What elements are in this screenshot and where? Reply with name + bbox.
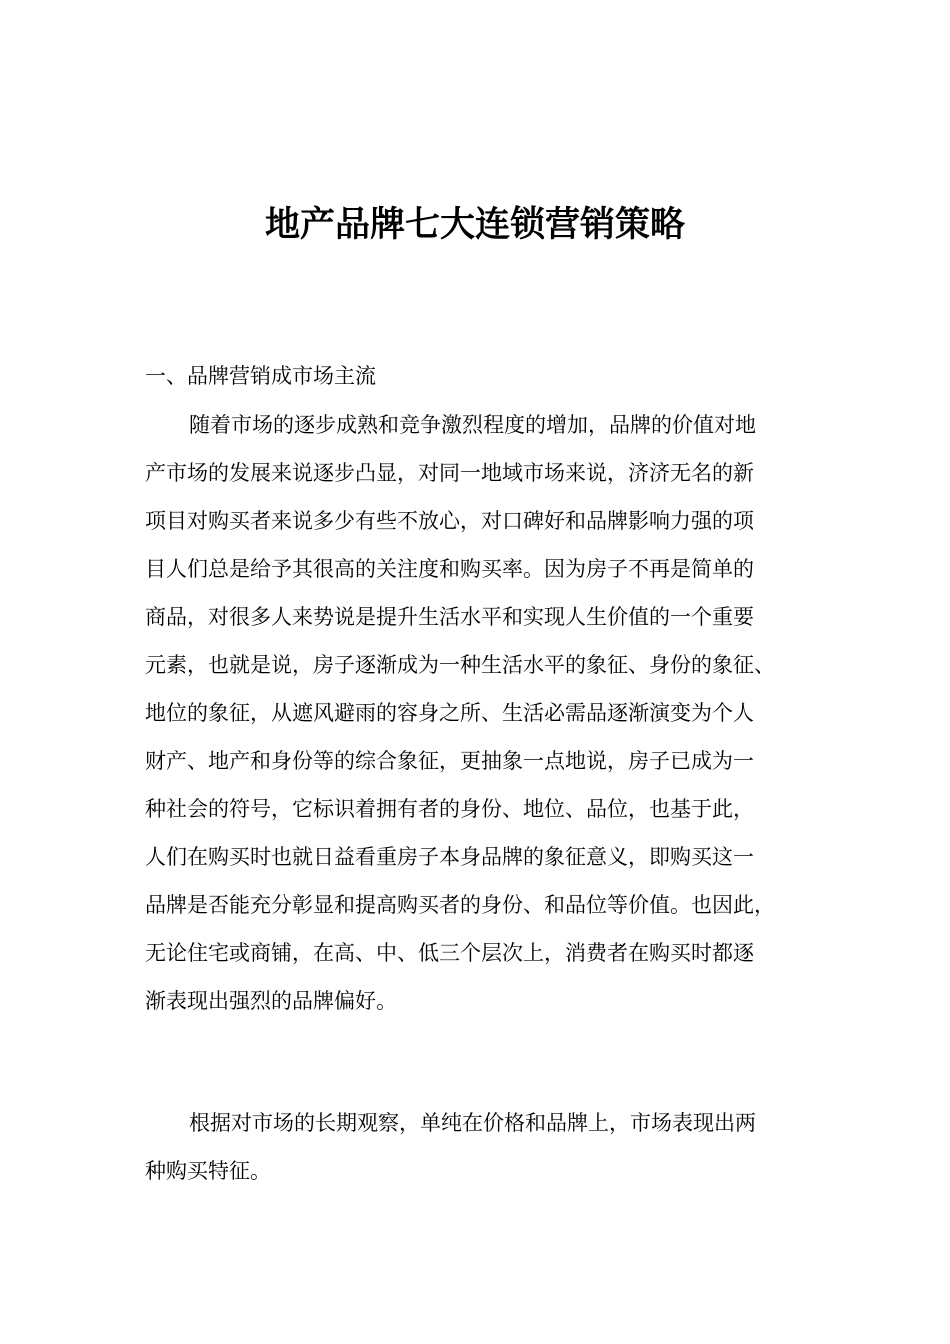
paragraph-line: 商品，对很多人来势说是提升生活水平和实现人生价值的一个重要 bbox=[145, 605, 754, 629]
paragraph-line: 种社会的符号，它标识着拥有者的身份、地位、品位，也基于此， bbox=[145, 797, 754, 821]
paragraph-line: 项目对购买者来说多少有些不放心，对口碑好和品牌影响力强的项 bbox=[145, 509, 754, 533]
paragraph-line: 随着市场的逐步成熟和竞争激烈程度的增加，品牌的价值对地 bbox=[189, 413, 756, 437]
paragraph-line: 人们在购买时也就日益看重房子本身品牌的象征意义，即购买这一 bbox=[145, 845, 754, 869]
paragraph-line: 种购买特征。 bbox=[145, 1159, 271, 1183]
paragraph-1 bbox=[145, 401, 825, 1025]
paragraph-2 bbox=[145, 1099, 825, 1195]
paragraph-line: 渐表现出强烈的品牌偏好。 bbox=[145, 989, 397, 1013]
paragraph-line: 品牌是否能充分彰显和提高购买者的身份、和品位等价值。也因此， bbox=[145, 893, 775, 917]
document-title: 地产品牌七大连锁营销策略 bbox=[264, 204, 685, 245]
paragraph-line: 无论住宅或商铺，在高、中、低三个层次上，消费者在购买时都逐 bbox=[145, 941, 754, 965]
section-heading: 一、品牌营销成市场主流 bbox=[145, 364, 376, 388]
paragraph-line: 财产、地产和身份等的综合象征，更抽象一点地说，房子已成为一 bbox=[145, 749, 754, 773]
paragraph-line: 产市场的发展来说逐步凸显，对同一地域市场来说，济济无名的新 bbox=[145, 461, 754, 485]
paragraph-line: 根据对市场的长期观察，单纯在价格和品牌上，市场表现出两 bbox=[189, 1111, 756, 1135]
paragraph-line: 地位的象征，从遮风避雨的容身之所、生活必需品逐渐演变为个人 bbox=[145, 701, 754, 725]
paragraph-line: 目人们总是给予其很高的关注度和购买率。因为房子不再是简单的 bbox=[145, 557, 754, 581]
paragraph-line: 元素，也就是说，房子逐渐成为一种生活水平的象征、身份的象征、 bbox=[145, 653, 775, 677]
